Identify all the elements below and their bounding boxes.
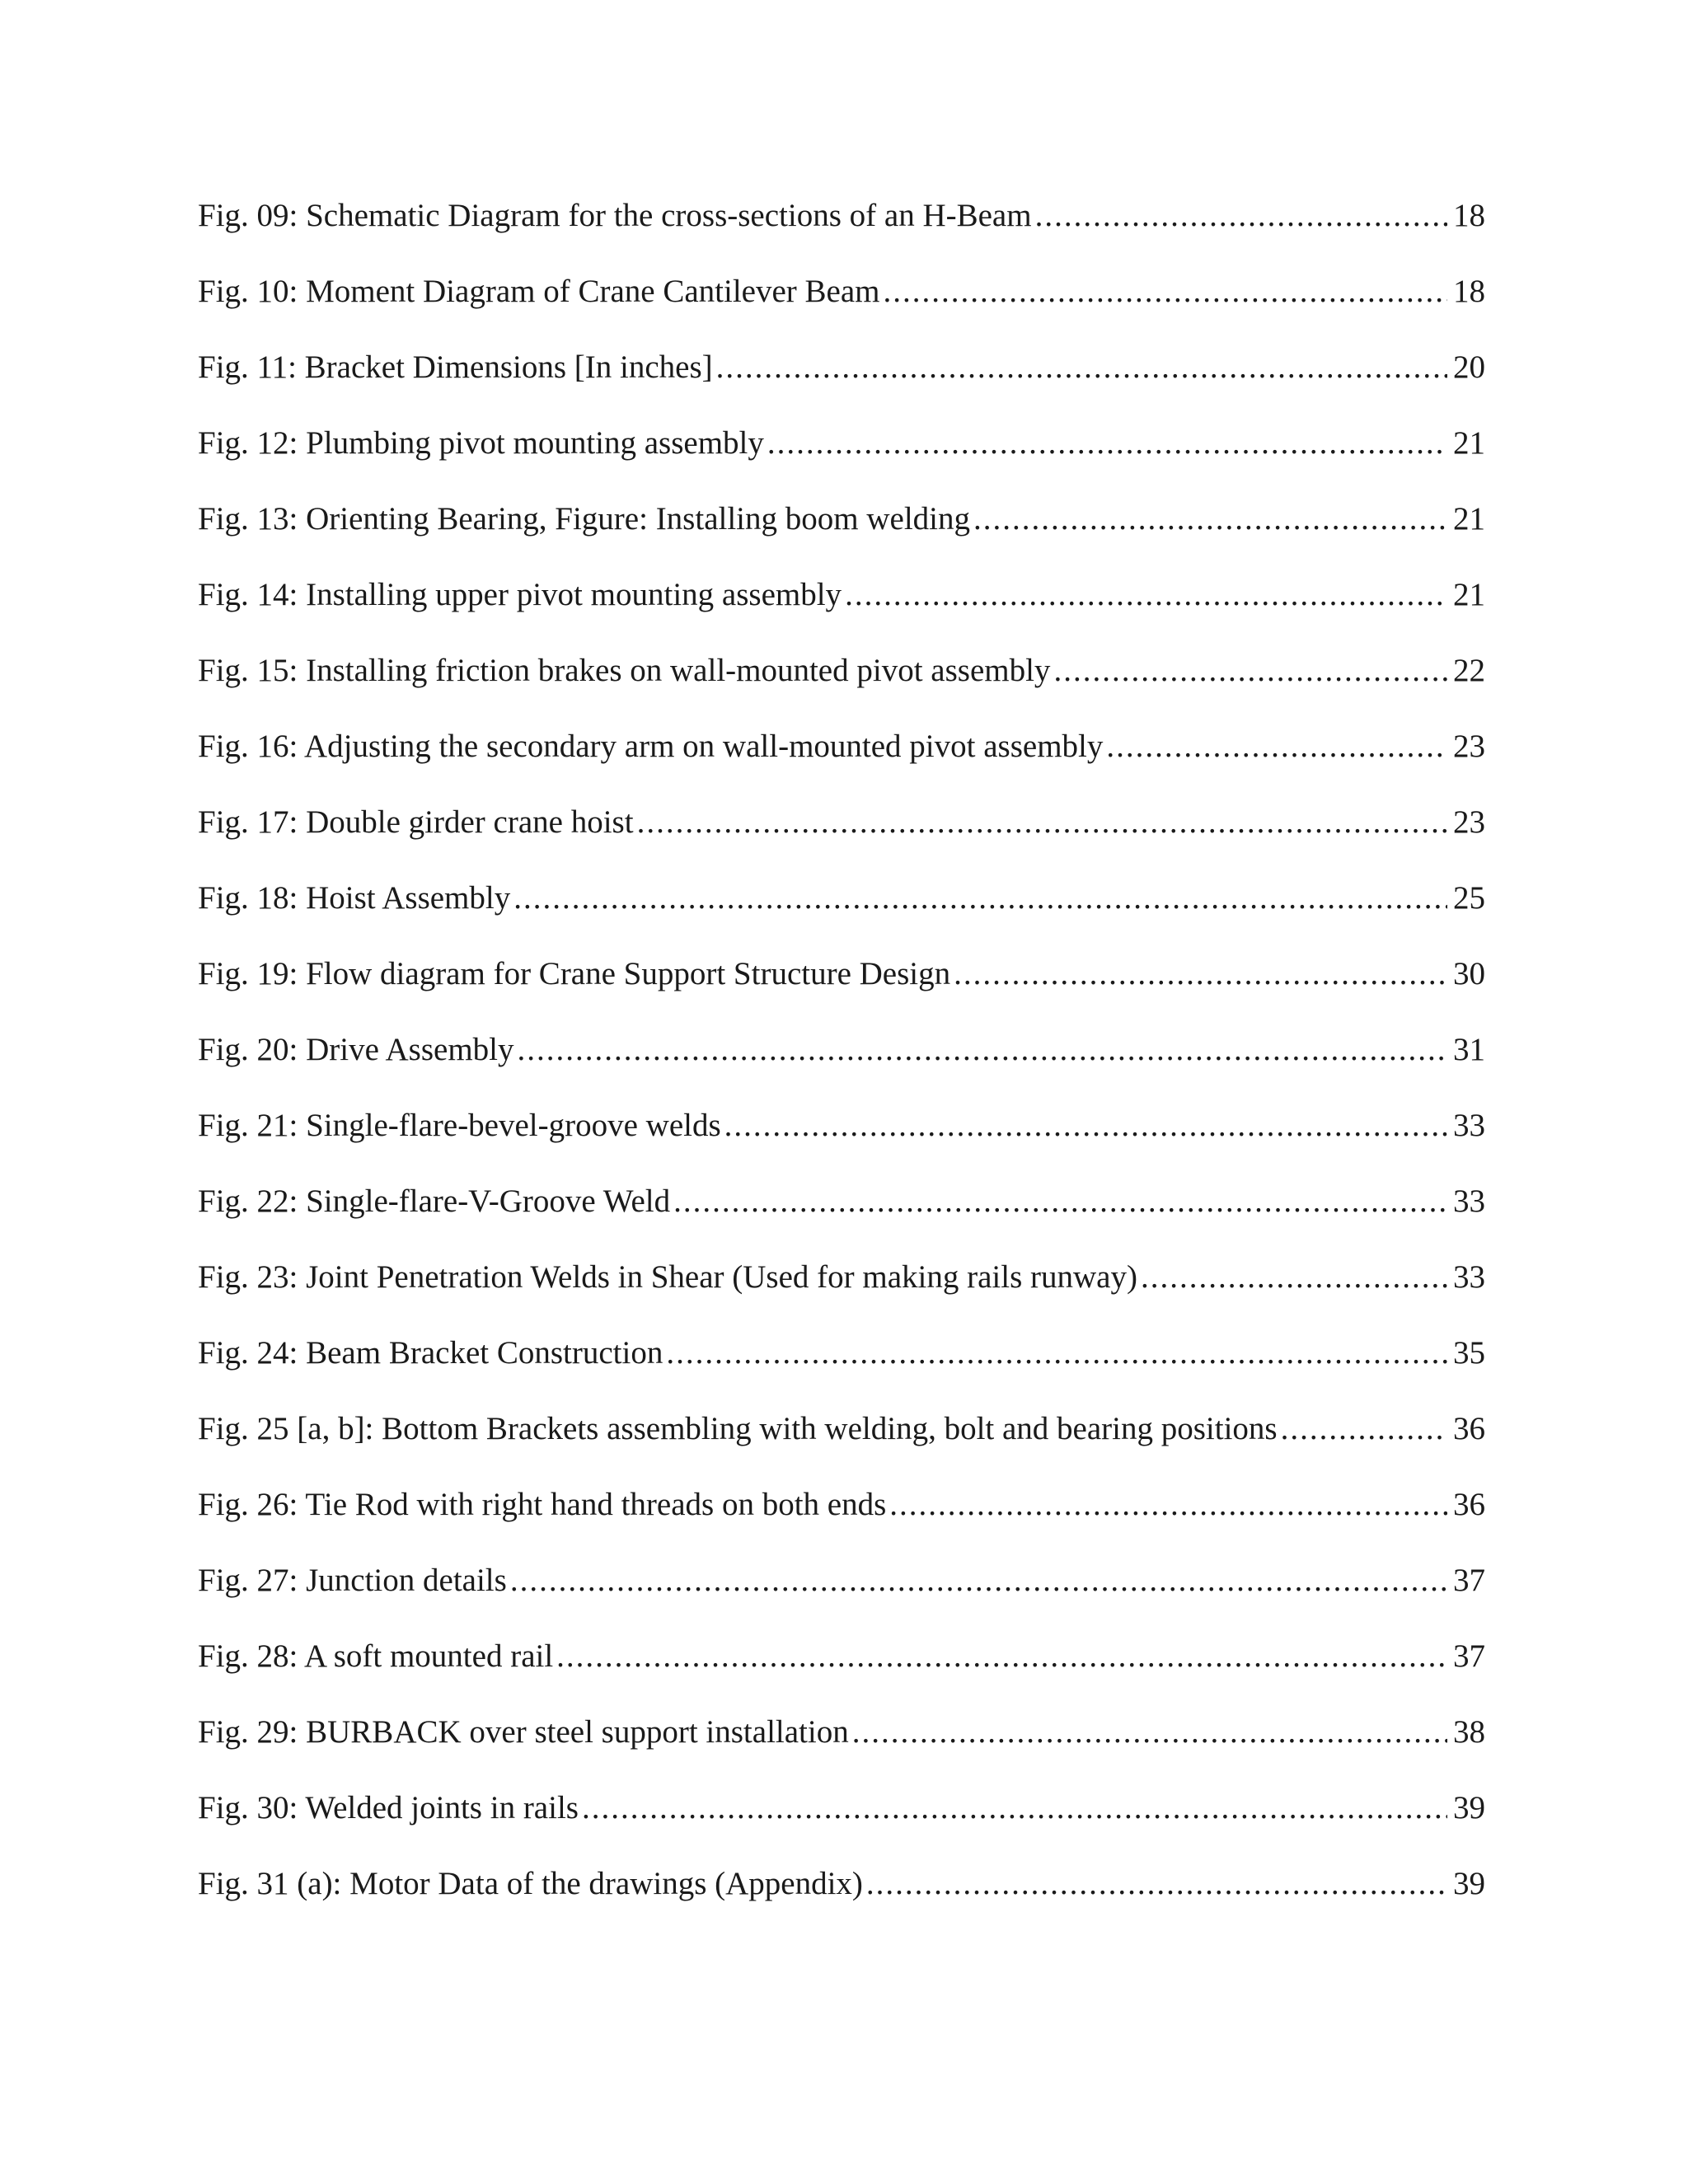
toc-entry[interactable]: [198, 1332, 1485, 1408]
toc-entry-title: Fig. 28: A soft mounted rail: [198, 1638, 554, 1674]
toc-entry-page: 37: [1453, 1563, 1485, 1598]
toc-entry-page: 36: [1453, 1487, 1485, 1522]
toc-entry[interactable]: [198, 877, 1485, 953]
dot-leader: [673, 1180, 1447, 1223]
dot-leader: [1281, 1408, 1447, 1451]
toc-entry-title: Fig. 10: Moment Diagram of Crane Cantilever Beam: [198, 274, 880, 309]
dot-leader: [716, 346, 1447, 389]
toc-entry[interactable]: [198, 801, 1485, 877]
toc-entry[interactable]: [198, 422, 1485, 498]
toc-entry-page: 39: [1453, 1790, 1485, 1825]
toc-entry-title: Fig. 12: Plumbing pivot mounting assembly: [198, 425, 764, 461]
toc-entry-title: Fig. 31 (a): Motor Data of the drawings (Appendix): [198, 1866, 863, 1901]
toc-entry[interactable]: [198, 574, 1485, 649]
toc-entry-title: Fig. 17: Double girder crane hoist: [198, 804, 634, 840]
toc-entry[interactable]: [198, 1863, 1485, 1938]
toc-entry[interactable]: [198, 346, 1485, 422]
dot-leader: [883, 270, 1447, 313]
toc-entry-title: Fig. 20: Drive Assembly: [198, 1032, 514, 1067]
toc-entry[interactable]: [198, 1711, 1485, 1787]
dot-leader: [724, 1104, 1447, 1147]
toc-entry-page: 38: [1453, 1714, 1485, 1750]
toc-entry-page: 21: [1453, 501, 1485, 537]
toc-entry[interactable]: [198, 498, 1485, 574]
dot-leader: [866, 1863, 1447, 1905]
toc-entry[interactable]: [198, 194, 1485, 270]
toc-entry-title: Fig. 09: Schematic Diagram for the cross-sections of an H-Beam: [198, 198, 1032, 233]
toc-entry-page: 21: [1453, 577, 1485, 612]
dot-leader: [852, 1711, 1447, 1754]
dot-leader: [954, 953, 1447, 996]
toc-entry-title: Fig. 14: Installing upper pivot mounting assembly: [198, 577, 842, 612]
toc-entry-title: Fig. 11: Bracket Dimensions [In inches]: [198, 349, 713, 385]
list-of-figures: [198, 194, 1485, 1938]
dot-leader: [513, 877, 1447, 920]
toc-entry-page: 33: [1453, 1259, 1485, 1295]
dot-leader: [889, 1483, 1447, 1526]
dot-leader: [637, 801, 1447, 844]
toc-entry-title: Fig. 16: Adjusting the secondary arm on wall-mounted pivot assembly: [198, 729, 1104, 764]
toc-entry[interactable]: [198, 270, 1485, 346]
dot-leader: [845, 574, 1447, 616]
toc-entry-page: 37: [1453, 1638, 1485, 1674]
dot-leader: [1053, 649, 1447, 692]
toc-entry[interactable]: [198, 1635, 1485, 1711]
toc-entry-title: Fig. 21: Single-flare-bevel-groove welds: [198, 1108, 721, 1143]
toc-entry-title: Fig. 29: BURBACK over steel support installation: [198, 1714, 849, 1750]
toc-entry-title: Fig. 25 [a, b]: Bottom Brackets assembling with welding, bolt and bearing positions: [198, 1411, 1278, 1446]
toc-entry-title: Fig. 19: Flow diagram for Crane Support Structure Design: [198, 956, 951, 991]
dot-leader: [556, 1635, 1447, 1678]
toc-entry-title: Fig. 24: Beam Bracket Construction: [198, 1335, 663, 1371]
toc-entry-page: 23: [1453, 804, 1485, 840]
toc-entry[interactable]: [198, 953, 1485, 1029]
dot-leader: [518, 1029, 1447, 1071]
toc-entry-title: Fig. 13: Orienting Bearing, Figure: Installing boom welding: [198, 501, 970, 537]
toc-entry-title: Fig. 30: Welded joints in rails: [198, 1790, 579, 1825]
toc-entry[interactable]: [198, 1408, 1485, 1483]
toc-entry[interactable]: [198, 1559, 1485, 1635]
dot-leader: [1106, 725, 1447, 768]
toc-entry-page: 25: [1453, 880, 1485, 916]
dot-leader: [973, 498, 1447, 541]
dot-leader: [510, 1559, 1447, 1602]
toc-entry-page: 33: [1453, 1183, 1485, 1219]
toc-entry[interactable]: [198, 1787, 1485, 1863]
toc-entry[interactable]: [198, 649, 1485, 725]
toc-entry[interactable]: [198, 1483, 1485, 1559]
dot-leader: [582, 1787, 1447, 1830]
dot-leader: [1141, 1256, 1447, 1299]
toc-entry-page: 21: [1453, 425, 1485, 461]
toc-entry[interactable]: [198, 1256, 1485, 1332]
dot-leader: [666, 1332, 1447, 1375]
toc-entry-title: Fig. 23: Joint Penetration Welds in Shear (Used for making rails runway): [198, 1259, 1137, 1295]
toc-entry-page: 31: [1453, 1032, 1485, 1067]
toc-entry-page: 23: [1453, 729, 1485, 764]
toc-entry-page: 18: [1453, 274, 1485, 309]
dot-leader: [1035, 194, 1447, 237]
toc-entry[interactable]: [198, 1104, 1485, 1180]
toc-entry[interactable]: [198, 1180, 1485, 1256]
toc-entry-page: 36: [1453, 1411, 1485, 1446]
toc-entry-page: 22: [1453, 653, 1485, 688]
toc-entry[interactable]: [198, 1029, 1485, 1104]
toc-entry-page: 20: [1453, 349, 1485, 385]
toc-entry-page: 35: [1453, 1335, 1485, 1371]
toc-entry-page: 30: [1453, 956, 1485, 991]
toc-entry-title: Fig. 26: Tie Rod with right hand threads on both ends: [198, 1487, 887, 1522]
toc-entry-title: Fig. 15: Installing friction brakes on wall-mounted pivot assembly: [198, 653, 1051, 688]
toc-entry-title: Fig. 22: Single-flare-V-Groove Weld: [198, 1183, 671, 1219]
toc-entry-page: 39: [1453, 1866, 1485, 1901]
toc-entry-page: 18: [1453, 198, 1485, 233]
toc-entry[interactable]: [198, 725, 1485, 801]
toc-entry-page: 33: [1453, 1108, 1485, 1143]
dot-leader: [767, 422, 1447, 465]
toc-entry-title: Fig. 27: Junction details: [198, 1563, 507, 1598]
toc-entry-title: Fig. 18: Hoist Assembly: [198, 880, 511, 916]
